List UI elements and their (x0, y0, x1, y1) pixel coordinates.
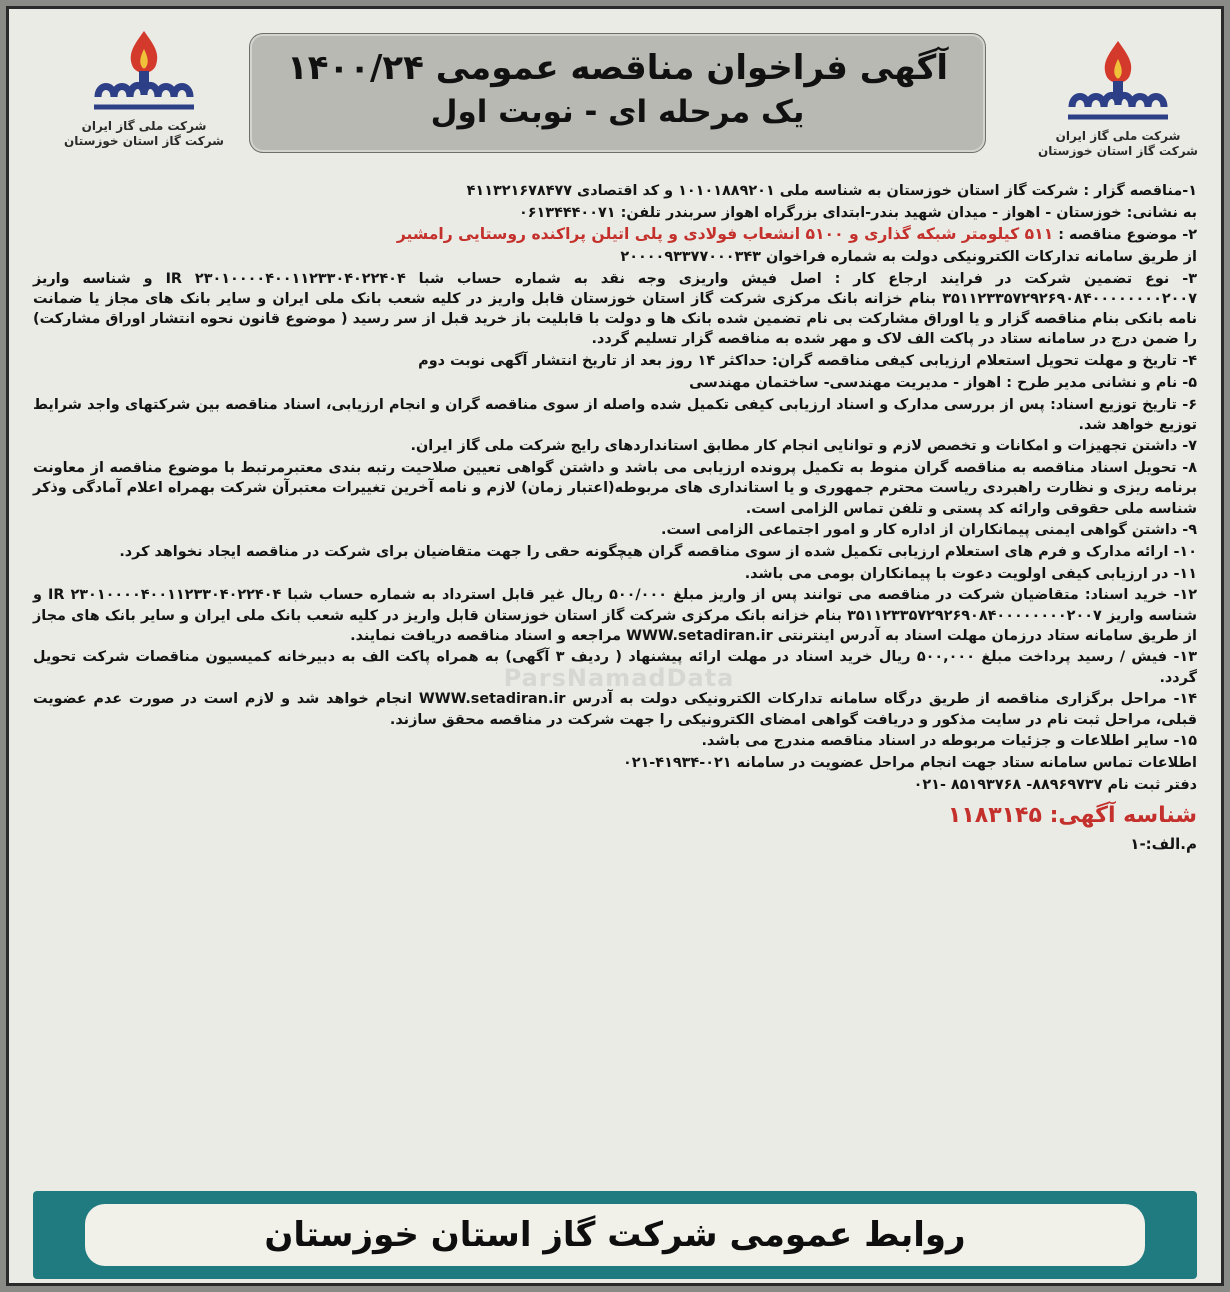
item-6: ۶- تاریخ توزیع اسناد: پس از بررسی مدارک و اسناد ارزیابی کیفی تکمیل شده واصله از سوی مناقصه گران و انجام ارزیابی، اسناد مناقصه بین شرکتهای واجد شرایط توزیع خواهد شد. (33, 396, 1197, 433)
item-8: ۸- تحویل اسناد مناقصه به مناقصه گران منوط به تکمیل پرونده ارزیابی می باشد و داشتن گواهی تعیین صلاحیت رتبه بندی معتبرمرتبط با موضوع مناقصه از معاونت برنامه ریزی و نظارت راهبردی ریاست محترم جمهوری و یا استانداری های مربوطه(اعتبار زمان) لازم و نامه آخرین تغییرات معتبرآن شرکت بهمراه اعلام آمادگی وذکر شناسه ملی حقوقی وارائه کد پستی و تلفن تماس الزامی است. (33, 460, 1197, 517)
item-15: ۱۵- سایر اطلاعات و جزئیات مربوطه در اسناد مناقصه مندرج می باشد. (701, 733, 1197, 750)
notice-subtitle: یک مرحله ای - نوبت اول (430, 94, 805, 130)
item-9: ۹- داشتن گواهی ایمنی پیمانکاران از اداره کار و امور اجتماعی الزامی است. (661, 522, 1197, 539)
logo-caption-line2: شرکت گاز استان خوزستان (1038, 144, 1198, 158)
tender-notice (6, 6, 1224, 1286)
item-1: ۱-مناقصه گزار : شرکت گاز استان خوزستان به شناسه ملی ۱۰۱۰۱۸۸۹۲۰۱ و کد اقتصادی ۴۱۱۳۲۱۶۷۸۴۷۷ (466, 183, 1197, 199)
logo-caption-line2: شرکت گاز استان خوزستان (64, 134, 224, 148)
item-13: ۱۳- فیش / رسید پرداخت مبلغ ۵۰۰,۰۰۰ ریال خرید اسناد در مهلت ارائه پیشنهاد ( ردیف ۳ آگهی) به همراه پاکت الف به دبیرخانه کمیسیون مناقصات شرکت تحویل گردد. (33, 649, 1197, 686)
signature-block (33, 801, 1197, 857)
item-4: ۴- تاریخ و مهلت تحویل استعلام ارزیابی کیفی مناقصه گران: حداکثر ۱۴ روز بعد از تاریخ انتشار آگهی نوبت دوم (418, 353, 1197, 370)
logo-caption-line1: شرکت ملی گاز ایران (1055, 129, 1181, 143)
reference-code: م.الف:-۱ (1130, 834, 1197, 853)
flame-logo-icon (1058, 37, 1178, 129)
footer-banner (33, 1191, 1197, 1279)
flame-logo-icon (84, 27, 204, 119)
item-2-setad: از طریق سامانه تدارکات الکترونیکی دولت به شماره فراخوان ۲۰۰۰۰۹۳۳۷۷۰۰۰۳۴۳ (620, 249, 1197, 266)
item-10: ۱۰- ارائه مدارک و فرم های استعلام ارزیابی تکمیل شده از سوی مناقصه گران هیچگونه حقی را جهت متقاضیان برای شرکت در مناقصه ایجاد نخواهد کرد. (119, 543, 1197, 560)
item-3: ۳- نوع تضمین شرکت در فرایند ارجاع کار : اصل فیش واریزی وجه نقد به شماره حساب شبا IR ۲۳۰۱۰۰۰۰۴۰۰۱۱۲۳۳۰۴۰۲۲۴۰۴ و شناسه واریز ۳۵۱۱۲۳۳۵۷۲۹۲۶۹۰۸۴۰۰۰۰۰۰۰۰۲۰۰۷ بنام خزانه بانک مرکزی شرکت گاز استان خوزستان قابل واریز در کلیه شعب بانک ملی ایران و سایر بانک های مجاز یا ضمانت نامه بانکی بنام مناقصه گزار و یا اوراق مشارکت بی نام تضمین شده بانک ها و دولت با قابلیت باز خرید قبل از سر رسید ( موضوع قانون نحوه انتشار اوراق مشارکت) را ضمن درج در سامانه ستاد در پاکت الف لاک و مهر شده به مناقصه گزار تسلیم گردد. (33, 270, 1197, 348)
notice-title: آگهی فراخوان مناقصه عمومی ۱۴۰۰/۲۴ (287, 48, 948, 88)
item-12: ۱۲- خرید اسناد: متقاضیان شرکت در مناقصه می توانند پس از واریز مبلغ ۵۰۰/۰۰۰ ریال غیر قابل استرداد به شماره حساب شبا ۲۳۰۱۰۰۰۰۴۰۰۱۱۲۳۳۰۴۰۲۲۴۰۴ IR و شناسه واریز ۳۵۱۱۲۳۳۵۷۲۹۲۶۹۰۸۴۰۰۰۰۰۰۰۰۲۰۰۷ بنام خزانه بانک مرکزی شرکت گاز استان خوزستان قابل واریز در کلیه شعب بانک ملی ایران و سایر بانک های مجاز از طریق سامانه ستاد درزمان مهلت اسناد به آدرس اینترنتی WWW.setadiran.ir مراجعه و اسناد مناقصه دریافت نمایند. (33, 587, 1198, 644)
footer-text: روابط عمومی شرکت گاز استان خوزستان (85, 1204, 1145, 1266)
ad-id: شناسه آگهی: ۱۱۸۳۱۴۵ (947, 802, 1197, 828)
logo-caption-line1: شرکت ملی گاز ایران (81, 119, 207, 133)
item-2 (33, 224, 1197, 245)
notice-body (33, 181, 1197, 857)
watermark: ParsNamadData (503, 664, 735, 692)
registration-office: دفتر ثبت نام ۸۸۹۶۹۷۳۷- ۸۵۱۹۳۷۶۸ -۰۲۱ (913, 776, 1197, 793)
nigc-logo-left (59, 27, 229, 167)
item-14: ۱۴- مراحل برگزاری مناقصه از طریق درگاه سامانه تدارکات الکترونیکی دولت به آدرس WWW.setadiran.ir انجام خواهد شد و لازم است در صورت عدم عضویت قبلی، مراحل ثبت نام در سایت مذکور و دریافت گواهی امضای الکترونیکی را جهت شرکت در مناقصه محقق سازند. (33, 691, 1198, 728)
title-box (249, 33, 986, 153)
item-7: ۷- داشتن تجهیزات و امکانات و تخصص لازم و توانایی انجام کار مطابق استانداردهای رایج شرکت ملی گاز ایران. (410, 438, 1197, 455)
setad-contact: اطلاعات تماس سامانه ستاد جهت انجام مراحل عضویت در سامانه ۰۲۱-۴۱۹۳۴-۰۲۱ (622, 754, 1197, 771)
nigc-logo-right (1033, 37, 1203, 177)
item-5: ۵- نام و نشانی مدیر طرح : اهواز - مدیریت مهندسی- ساختمان مهندسی (689, 374, 1197, 391)
subject-text: ۵۱۱ کیلومتر شبکه گذاری و ۵۱۰۰ انشعاب فولادی و پلی اتیلن پراکنده روستایی رامشیر (396, 225, 1054, 244)
subject-label: ۲- موضوع مناقصه : (1058, 227, 1197, 244)
item-1-address: به نشانی: خوزستان - اهواز - میدان شهید بندر-ابتدای بزرگراه اهواز سربندر تلفن: ۰۶۱۳۴۴۴۰۰۷۱ (518, 204, 1197, 221)
item-11: ۱۱- در ارزیابی کیفی اولویت دعوت با پیمانکاران بومی می باشد. (744, 565, 1197, 582)
